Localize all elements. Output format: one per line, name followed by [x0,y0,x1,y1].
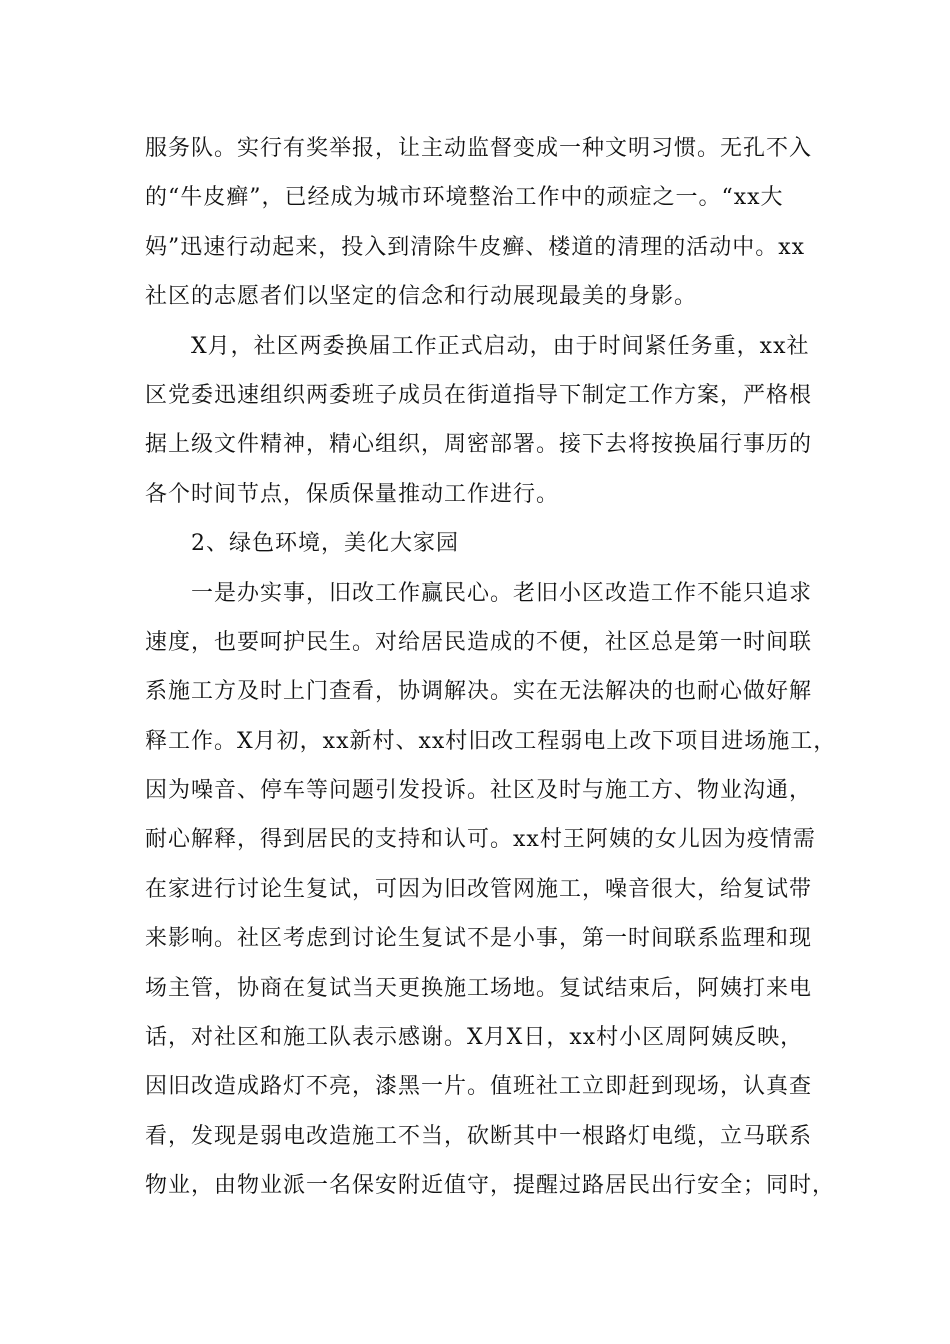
text-line: 速度，也要呵护民生。对给居民造成的不便，社区总是第一时间联 [145,629,813,655]
text-line: 来影响。社区考虑到讨论生复试不是小事，第一时间联系监理和现 [145,926,813,952]
text-line: 释工作。X月初，xx新村、xx村旧改工程弱电上改下项目进场施工， [145,728,837,754]
text-line: 各个时间节点，保质保量推动工作进行。 [145,481,560,507]
text-line: 场主管，协商在复试当天更换施工场地。复试结束后，阿姨打来电 [145,975,813,1001]
text-line: 的“牛皮癣”，已经成为城市环境整治工作中的顽症之一。“xx大 [145,185,784,211]
text-line: 在家进行讨论生复试，可因为旧改管网施工，噪音很大，给复试带 [145,876,813,902]
text-line: 服务队。实行有奖举报，让主动监督变成一种文明习惯。无孔不入 [145,136,813,161]
text-line: 社区的志愿者们以坚定的信念和行动展现最美的身影。 [145,284,698,310]
section-heading: 2、绿色环境，美化大家园 [191,531,459,557]
text-line: 妈”迅速行动起来，投入到清除牛皮癣、楼道的清理的活动中。xx [145,234,806,260]
paragraph-first-line: X月，社区两委换届工作正式启动，由于时间紧任务重，xx社 [191,333,810,359]
body-text [145,124,835,1211]
text-line: 据上级文件精神，精心组织，周密部署。接下去将按换届行事历的 [145,432,813,458]
text-line: 耐心解释，得到居民的支持和认可。xx村王阿姨的女儿因为疫情需 [145,827,816,853]
text-line: 话，对社区和施工队表示感谢。X月X日，xx村小区周阿姨反映， [145,1025,804,1051]
text-line: 因旧改造成路灯不亮，漆黑一片。值班社工立即赶到现场，认真查 [145,1074,813,1100]
text-line: 系施工方及时上门查看，协调解决。实在无法解决的也耐心做好解 [145,679,813,705]
text-line: 物业，由物业派一名保安附近值守，提醒过路居民出行安全；同时， [145,1173,836,1199]
paragraph-first-line: 一是办实事，旧改工作赢民心。老旧小区改造工作不能只追求 [191,580,813,606]
text-line: 因为噪音、停车等问题引发投诉。社区及时与施工方、物业沟通， [145,778,813,804]
text-line: 区党委迅速组织两委班子成员在街道指导下制定工作方案，严格根 [145,382,813,408]
text-line: 看，发现是弱电改造施工不当，砍断其中一根路灯电缆，立马联系 [145,1123,813,1149]
